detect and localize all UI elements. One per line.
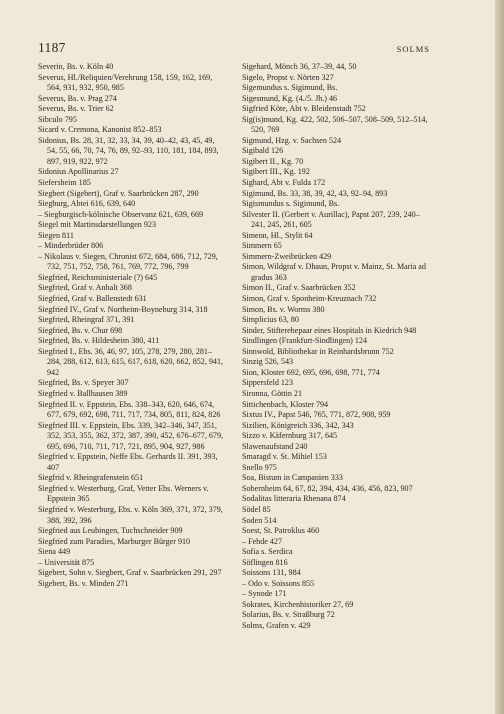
index-entry: Sicard v. Cremona, Kanonist 852–853 xyxy=(38,125,162,135)
index-entry: – Fehde 427 xyxy=(242,536,283,546)
index-entry: – Synode 171 xyxy=(242,589,287,599)
index-entry: Smaragd v. St. Mihiel 153 xyxy=(242,452,327,462)
index-entry: Simon, Bs. v. Worms 380 xyxy=(242,304,325,314)
index-entry: Siegfried, Graf v. Anhalt 368 xyxy=(38,283,132,293)
index-entry: – Siegburgisch-kölnische Observanz 621, 639, 669 xyxy=(38,209,204,219)
index-entry: Sixtus IV., Papst 546, 765, 771, 872, 908, 959 xyxy=(242,410,391,420)
index-entry: Siegfrid v. Rheingrafenstein 651 xyxy=(38,473,144,483)
index-entry: – Nikolaus v. Siegen, Chronist 672, 684, 686, 712, 729, 732, 751, 752, 758, 761, 769, 772, 796, 799 xyxy=(38,251,218,272)
index-entry: Siegburg, Abtei 616, 639, 640 xyxy=(38,199,136,209)
index-entry: Sigemundus s. Sigimund, Bs. xyxy=(242,83,338,93)
index-entry: Siegel mit Martinsdarstellungen 923 xyxy=(38,220,157,230)
index-entry: Simmern 65 xyxy=(242,241,282,251)
index-entry: Sigibert III., Kg. 192 xyxy=(242,167,310,177)
index-entry: Siegfried v. Westerburg, Graf, Vetter Ebs. Werners v. Eppstein 365 xyxy=(38,483,209,504)
index-entry: Siegfried, Reichsministeriale (?) 645 xyxy=(38,272,158,282)
index-entry: Silvester II. (Gerbert v. Aurillac), Papst 207, 239, 240–241, 245, 261, 605 xyxy=(242,209,420,230)
index-entry: Sidonius, Bs. 28, 31, 32, 33, 34, 39, 40–42, 43, 45, 49, 54, 55, 66, 70, 74, 76, 89, 92–93, 110, 181, 184, 893, 897, 919, 922, 972 xyxy=(38,135,219,166)
index-entry: Siegen 811 xyxy=(38,230,74,240)
index-entry: Snello 975 xyxy=(242,462,277,472)
index-entry: Sinzig 526, 543 xyxy=(242,357,294,367)
index-entry: Sobernheim 64, 67, 82, 394, 434, 436, 456, 823, 907 xyxy=(242,483,413,493)
index-entry: – Universität 875 xyxy=(38,557,95,567)
index-entry: Siegfried v. Ballhausen 389 xyxy=(38,388,128,398)
index-entry: Simplicius 63, 80 xyxy=(242,315,299,325)
index-entry: Sigismundus s. Sigimund, Bs. xyxy=(242,199,340,209)
index-entry: Simmern-Zweibrücken 429 xyxy=(242,251,332,261)
index-entry: Siegfried, Bs. v. Hildesheim 380, 411 xyxy=(38,336,160,346)
index-entry: Sidonius Apollinarius 27 xyxy=(38,167,119,177)
index-entry: Sizzo v. Käfernburg 317, 645 xyxy=(242,431,338,441)
index-entry: Sofia s. Serdica xyxy=(242,547,293,557)
index-entry: Soissons 131, 984 xyxy=(242,568,301,578)
index-entry: Soa, Bistum in Campanien 333 xyxy=(242,473,343,483)
index-entry: Siegfried, Bs. v. Chur 698 xyxy=(38,325,123,335)
index-entry: – Odo v. Soissons 855 xyxy=(242,578,315,588)
index-column-right xyxy=(242,62,430,632)
index-entry: Simon, Graf v. Sponheim-Kreuznach 732 xyxy=(242,294,377,304)
index-entry: Sigibald 126 xyxy=(242,146,284,156)
index-entry: Sindlingen (Frankfurt-Sindlingen) 124 xyxy=(242,336,367,346)
index-entry: Sippersfeld 123 xyxy=(242,378,294,388)
index-entry: Siegfried I., Ebs. 36, 46, 97, 105, 278, 279, 280, 281–284, 288, 612, 613, 615, 617, 618, 620, 662, 852, 941, 942 xyxy=(38,346,224,377)
index-entry: Solarius, Bs. v. Straßburg 72 xyxy=(242,610,335,620)
index-entry: Sigebert, Sohn v. Siegbert, Graf v. Saarbrücken 291, 297 xyxy=(38,568,222,578)
page-header xyxy=(38,40,430,56)
index-entry: Solms, Grafen v. 429 xyxy=(242,620,311,630)
index-entry: Sinnwold, Bibliothekar in Reinhardsbrunn 752 xyxy=(242,346,394,356)
index-entry: Severus, Bs. v. Prag 274 xyxy=(38,93,117,103)
index-entry: Sodalitas litteraria Rhenana 874 xyxy=(242,494,346,504)
index-entry: Slawenaufstand 240 xyxy=(242,441,308,451)
index-entry: Söflingen 816 xyxy=(242,557,288,567)
index-entry: Sion, Kloster 692, 695, 696, 698, 771, 774 xyxy=(242,367,380,377)
running-head: SOLMS xyxy=(396,44,430,54)
index-entry: Sigfried Köte, Abt v. Bleidenstadt 752 xyxy=(242,104,366,114)
index-entry: Siegfried III. v. Eppstein, Ebs. 339, 342–346, 347, 351, 352, 353, 355, 362, 372, 387, 390, 452, 676–677, 679, 695, 696, 710, 711, 717, 721, 895, 904, 927, 986 xyxy=(38,420,224,451)
index-entry: Södel 85 xyxy=(242,504,271,514)
index-entry: Siena 449 xyxy=(38,547,71,557)
index-columns xyxy=(38,62,430,632)
index-entry: Siegfried zum Paradies, Marburger Bürger 910 xyxy=(38,536,191,546)
index-entry: – Minderbrüder 806 xyxy=(38,241,104,251)
index-entry: Simon II., Graf v. Saarbrücken 352 xyxy=(242,283,356,293)
page-edge-shadow xyxy=(495,0,504,714)
index-entry: Sigehard, Mönch 36, 37–39, 44, 50 xyxy=(242,62,357,71)
index-entry: Sinder, Stifterehepaar eines Hospitals in Kiedrich 948 xyxy=(242,325,417,335)
index-entry: Siegfried IV., Graf v. Northeim-Boyneburg 314, 318 xyxy=(38,304,208,314)
index-entry: Siegfried, Bs. v. Speyer 307 xyxy=(38,378,129,388)
index-entry: Sig(is)mund, Kg. 422, 502, 506–507, 508–509, 512–514, 520, 769 xyxy=(242,114,428,135)
index-entry: Sittichenbach, Kloster 794 xyxy=(242,399,329,409)
index-entry: Sigimund, Bs. 33, 38, 39, 42, 43, 92–94, 893 xyxy=(242,188,388,198)
index-entry: Siegfried, Graf v. Ballenstedt 631 xyxy=(38,294,147,304)
index-entry: Sighard, Abt v. Fulda 172 xyxy=(242,178,326,188)
index-entry: Siegfried v. Eppstein, Neffe Ebs. Gerhards II. 391, 393, 407 xyxy=(38,452,218,472)
index-entry: Simon, Wildgraf v. Dhaun, Propst v. Mainz, St. Maria ad gradus 363 xyxy=(242,262,426,282)
index-entry: Sigelo, Propst v. Nörten 327 xyxy=(242,72,334,82)
index-entry: Sizilien, Königreich 336, 342, 343 xyxy=(242,420,354,430)
index-entry: Sigebert, Bs. v. Minden 271 xyxy=(38,578,129,588)
index-entry: Severus, Hl./Reliquien/Verehrung 158, 159, 162, 169, 564, 931, 932, 950, 985 xyxy=(38,72,213,93)
index-entry: Sironna, Göttin 21 xyxy=(242,388,303,398)
index-entry: Siegfried v. Westerburg, Ebs. v. Köln 369, 371, 372, 379, 388, 392, 396 xyxy=(38,504,223,525)
index-entry: Severin, Bs. v. Köln 40 xyxy=(38,62,114,71)
index-entry: Siegbert (Sigebert), Graf v. Saarbrücken 287, 290 xyxy=(38,188,199,198)
index-entry: Sibculo 795 xyxy=(38,114,77,124)
index-entry: Siegfried II. v. Eppstein, Ebs. 338–343, 620, 646, 674, 677, 679, 692, 698, 711, 717, 734, 805, 811, 824, 826 xyxy=(38,399,221,420)
index-entry: Siefersheim 185 xyxy=(38,178,91,188)
index-entry: Simeon, Hl., Stylit 64 xyxy=(242,230,313,240)
index-entry: Severus, Bs. v. Trier 62 xyxy=(38,104,114,114)
index-entry: Sokrates, Kirchenhistoriker 27, 69 xyxy=(242,599,354,609)
index-entry: Siegfried aus Leubingen, Tuchschneider 909 xyxy=(38,526,183,536)
index-entry: Soest, St. Patroklus 460 xyxy=(242,526,320,536)
index-column-left xyxy=(38,62,226,632)
index-entry: Siegfried, Rheingraf 371, 391 xyxy=(38,315,135,325)
index-entry: Soden 514 xyxy=(242,515,277,525)
index-entry: Sigibert II., Kg. 70 xyxy=(242,156,304,166)
page-number: 1187 xyxy=(38,40,66,55)
index-entry: Sigmund, Hzg. v. Sachsen 524 xyxy=(242,135,342,145)
index-entry: Sigesmund, Kg. (4./5. Jh.) 46 xyxy=(242,93,338,103)
